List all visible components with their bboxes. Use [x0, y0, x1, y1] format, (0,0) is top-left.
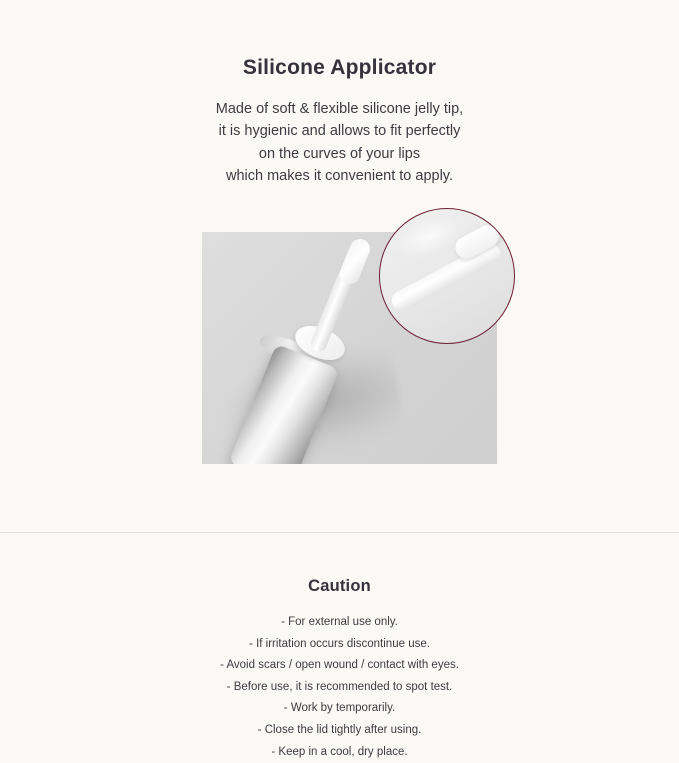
- applicator-photo-wrap: [0, 208, 679, 498]
- caution-section: [0, 533, 679, 763]
- page-title: Silicone Applicator: [242, 56, 437, 79]
- list-item: - Keep in a cool, dry place.: [271, 745, 408, 758]
- list-item: - Before use, it is recommended to spot test.: [226, 680, 453, 693]
- list-item: - For external use only.: [281, 616, 398, 628]
- list-item: - Close the lid tightly after using.: [257, 724, 422, 737]
- list-item: - Work by temporarily.: [283, 702, 396, 715]
- silicone-jelly-tip: [337, 236, 373, 286]
- description-line: it is hygienic and allows to fit perfectly: [218, 123, 461, 140]
- magnifier-circle-icon: [379, 208, 515, 344]
- list-item: - Avoid scars / open wound / contact with eyes.: [220, 659, 459, 672]
- zoom-highlight: [390, 208, 468, 266]
- caution-title: Caution: [308, 577, 371, 595]
- caution-list: [0, 596, 679, 763]
- applicator-description: [0, 80, 679, 188]
- description-line: which makes it convenient to apply.: [225, 168, 453, 185]
- description-line: on the curves of your lips: [258, 145, 421, 162]
- description-line: Made of soft & flexible silicone jelly tip,: [215, 101, 464, 117]
- list-item: - If irritation occurs discontinue use.: [249, 637, 430, 650]
